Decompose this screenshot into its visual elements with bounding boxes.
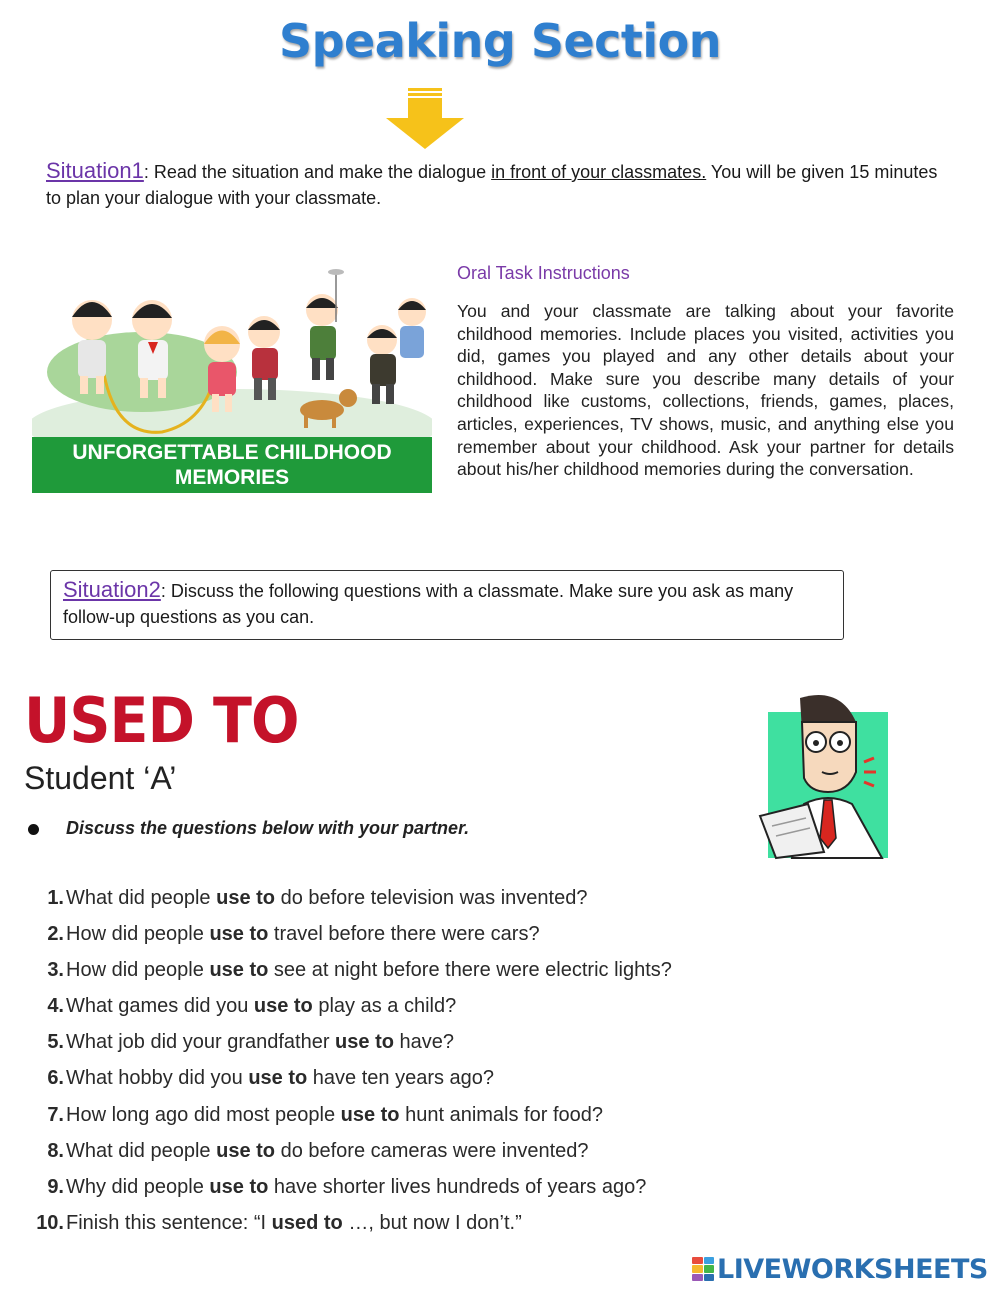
bullet-icon xyxy=(28,824,39,835)
memories-banner xyxy=(32,437,432,493)
question-item: 9. Why did people use to have shorter lives hundreds of years ago? xyxy=(47,1175,647,1198)
situation1-paragraph xyxy=(46,158,956,211)
situation1-label: Situation1 xyxy=(46,158,144,183)
oral-task-title: Oral Task Instructions xyxy=(457,263,630,283)
liveworksheets-logo[interactable] xyxy=(692,1254,988,1284)
memories-banner-line2: MEMORIES xyxy=(174,466,290,489)
question-item: 8. What did people use to do before cameras were invented? xyxy=(47,1139,589,1162)
question-item: 3. How did people use to see at night before there were electric lights? xyxy=(47,959,672,982)
situation1-underlined: in front of your classmates. xyxy=(491,162,707,182)
situation2-box xyxy=(50,570,844,640)
question-item: 5. What job did your grandfather use to have? xyxy=(47,1031,455,1054)
used-to-heading: USED TO xyxy=(24,684,299,757)
student-label: Student ‘A’ xyxy=(24,760,177,796)
arrow-down-icon xyxy=(384,88,466,150)
teacher-illustration xyxy=(752,692,892,862)
discuss-instruction: Discuss the questions below with your partner. xyxy=(66,818,470,838)
memories-banner-line1: UNFORGETTABLE CHILDHOOD xyxy=(72,441,392,464)
question-item: 4. What games did you use to play as a child? xyxy=(47,995,457,1018)
question-item: 10. Finish this sentence: “I used to …, but now I don’t.” xyxy=(36,1211,522,1234)
situation1-text-before: : Read the situation and make the dialogue xyxy=(143,162,492,182)
brand-blocks-icon xyxy=(692,1257,714,1281)
question-item: 7. How long ago did most people use to hunt animals for food? xyxy=(47,1103,603,1126)
question-item: 6. What hobby did you use to have ten years ago? xyxy=(47,1067,495,1090)
brand-text: LIVEWORKSHEETS xyxy=(717,1253,988,1285)
question-item: 1. What did people use to do before television was invented? xyxy=(47,887,588,909)
questions-list xyxy=(22,884,762,1245)
situation2-text: : Discuss the following questions with a classmate. Make sure you ask as many follow-up questions as you can. xyxy=(63,581,794,627)
situation2-label: Situation2 xyxy=(63,577,161,602)
question-item: 2. How did people use to travel before there were cars? xyxy=(47,923,540,946)
oral-task-body: You and your classmate are talking about your favorite childhood memories. Include places you visited, activities you did, games you played and any other details about your childhood. Make sure you describe many details of your childhood like customs, collections, friends, games, places, articles, experiences, TV shows, music, and anything else you remember about your childhood. Ask your partner for details about his/her childhood memories during the conversation. xyxy=(457,301,954,480)
situation1-text-after: You will be given 15 minutes to plan your dialogue with your classmate. xyxy=(46,162,938,208)
page-title: Speaking Section xyxy=(278,14,722,68)
